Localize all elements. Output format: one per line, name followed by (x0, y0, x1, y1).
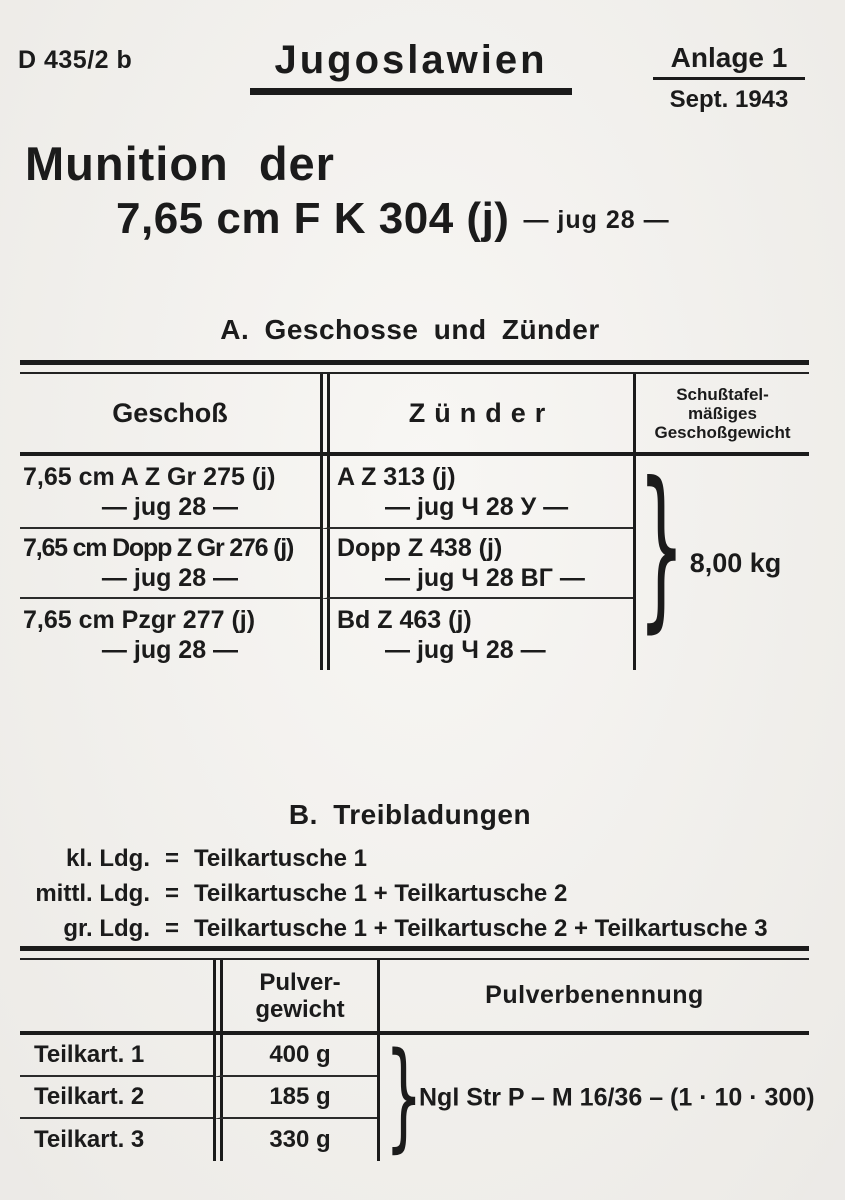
table-row (20, 599, 320, 670)
table-row: Teilkart. 1 (20, 1035, 213, 1077)
geschoss-name: 7,65 cm Dopp Z Gr 276 (j) (23, 534, 294, 562)
country-title: Jugoslawien (250, 38, 572, 95)
definition-value: Teilkartusche 1 + Teilkartusche 2 + Teilkartusche 3 (194, 915, 768, 942)
pulvergewicht-value: 185 g (213, 1077, 377, 1119)
definition-value: Teilkartusche 1 + Teilkartusche 2 (194, 880, 568, 907)
charge-definitions (28, 841, 768, 946)
definition-label: kl. Ldg. (66, 845, 150, 872)
zuender-name: Dopp Z 438 (j) (337, 534, 503, 562)
geschoss-jug-code: — jug 28 — (101, 492, 239, 521)
definition-label: mittl. Ldg. (35, 880, 150, 907)
column-header-zuender: Zünder (320, 374, 633, 452)
gun-designation-suffix: — jug 28 — (523, 206, 670, 234)
section-b-heading: B. Treibladungen (288, 799, 532, 830)
powder-name: Ngl Str P – M 16/36 – (1 · 10 · 300) (419, 1083, 815, 1112)
table-row: Teilkart. 2 (20, 1077, 213, 1119)
table-b-top-rule (20, 946, 809, 960)
empty-header-cell (20, 960, 213, 1031)
geschossgewicht-value: 8,00 kg (689, 547, 782, 578)
definition-value: Teilkartusche 1 (194, 845, 367, 872)
equals-sign: = (164, 915, 179, 942)
zuender-jug-code: — jug Ч 28 — (385, 635, 546, 664)
table-row (320, 529, 633, 599)
table-a-header-row (20, 374, 809, 452)
table-geschosse-und-zuender (20, 360, 809, 670)
column-header-pulverbenennung: Pulverbenennung (377, 960, 809, 1031)
definition-gr-ldg (28, 911, 768, 946)
zuender-jug-code: — jug Ч 28 У — (385, 492, 569, 521)
pulvergewicht-value: 330 g (213, 1119, 377, 1161)
equals-sign: = (164, 845, 179, 872)
zuender-jug-code: — jug Ч 28 ВГ — (385, 564, 585, 592)
gun-designation: 7,65 cm F K 304 (j) (116, 194, 510, 243)
definition-label: gr. Ldg. (63, 915, 150, 942)
header-weight-line2: mäßiges (688, 403, 757, 423)
pulverbenennung-cell (377, 1026, 815, 1164)
brace-glyph: } (638, 446, 685, 649)
definition-mittl-ldg (28, 876, 768, 911)
zuender-name: A Z 313 (j) (337, 462, 456, 491)
section-a-heading: A. Geschosse und Zünder (220, 314, 600, 345)
brace-glyph: } (385, 1026, 423, 1164)
header-weight-line1: Schußtafel- (676, 384, 769, 404)
table-row (320, 599, 633, 670)
column-header-pulvergewicht (213, 960, 377, 1031)
weight-cell (633, 446, 809, 670)
table-treibladungen (20, 946, 815, 1164)
geschoss-name: 7,65 cm Pzgr 277 (j) (23, 605, 256, 634)
table-row (20, 529, 320, 599)
doc-number: D 435/2 b (18, 46, 133, 74)
definition-kl-ldg (28, 841, 768, 876)
column-header-geschossgewicht (633, 374, 809, 452)
header-pulver-line1: Pulver- (259, 968, 341, 996)
table-row: Teilkart. 3 (34, 1126, 145, 1153)
geschoss-name: 7,65 cm A Z Gr 275 (j) (23, 462, 276, 491)
main-title-line2 (116, 194, 670, 244)
table-a-top-rule (20, 360, 809, 374)
header-weight-line3: Geschoßgewicht (654, 422, 791, 442)
date-label: Sept. 1943 (669, 86, 789, 113)
table-b-body (20, 1026, 815, 1164)
table-a-body (20, 446, 809, 670)
zuender-name: Bd Z 463 (j) (337, 605, 472, 634)
annex-label: Anlage 1 (653, 42, 805, 80)
geschoss-jug-code: — jug 28 — (101, 635, 239, 664)
table-row (320, 456, 633, 529)
table-row (20, 456, 320, 529)
main-title-line1: Munition der (25, 137, 335, 190)
pulvergewicht-value: 400 g (213, 1035, 377, 1077)
equals-sign: = (164, 880, 179, 907)
table-b-header-row (20, 960, 809, 1031)
column-header-geschoss: Geschoß (112, 397, 228, 428)
geschoss-jug-code: — jug 28 — (101, 564, 239, 592)
header-pulver-line2: gewicht (255, 995, 345, 1023)
